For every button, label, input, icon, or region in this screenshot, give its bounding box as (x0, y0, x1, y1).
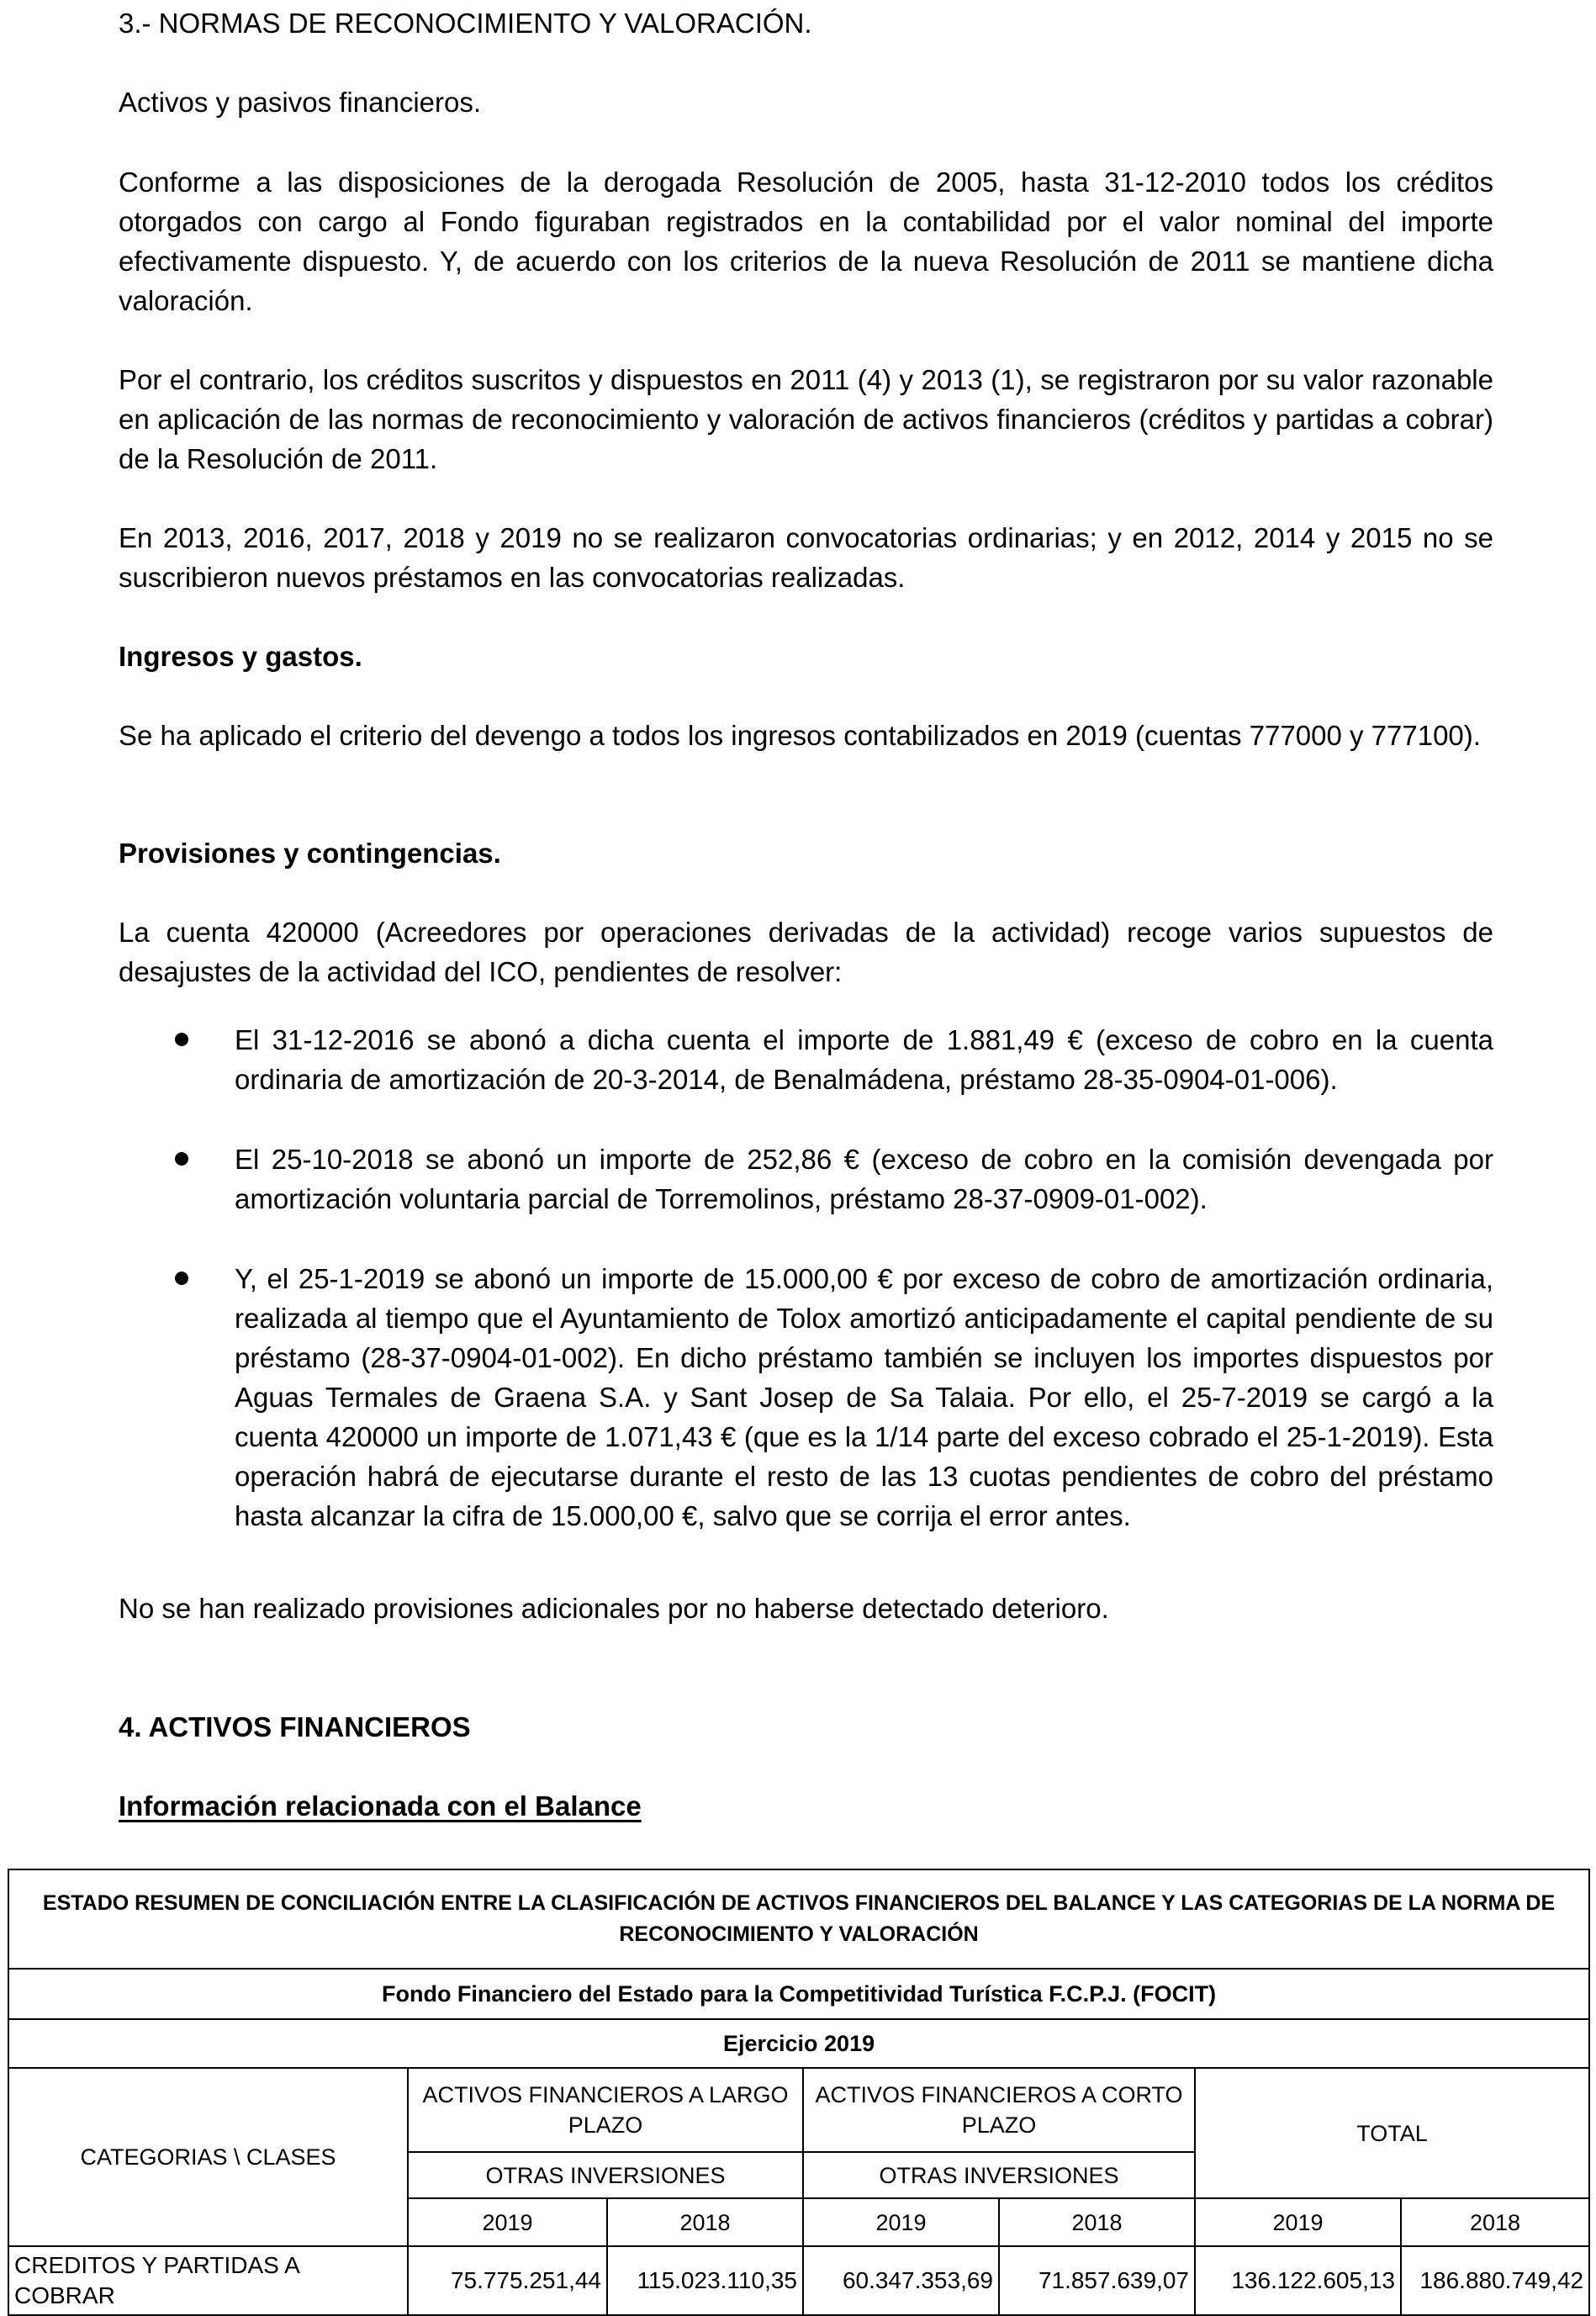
subheading-balance: Información relacionada con el Balance (119, 1790, 642, 1822)
col-header-largo-plazo: ACTIVOS FINANCIEROS A LARGO PLAZO (408, 2068, 803, 2152)
subheader-otras-inversiones-lp: OTRAS INVERSIONES (408, 2152, 803, 2198)
col-header-total: TOTAL (1195, 2068, 1589, 2198)
row-header-categorias: CATEGORIAS \ CLASES (8, 2068, 408, 2246)
paragraph-devengo: Se ha aplicado el criterio del devengo a todos los ingresos contabilizados en 2019 (cuentas 777000 y 777100). (119, 720, 1481, 751)
paragraph-creditos-2011-2013: Por el contrario, los créditos suscritos y dispuestos en 2011 (4) y 2013 (1), se registraron por su valor razonable en aplicación de las normas de reconocimiento y valoración de activos financieros (créditos y partidas a cobrar) de la Resolución de 2011. (119, 364, 1493, 474)
paragraph-valoracion-2005: Conforme a las disposiciones de la derogada Resolución de 2005, hasta 31-12-2010 todos los créditos otorgados con cargo al Fondo figuraban registrados en la contabilidad por el valor nominal del importe efectivamente dispuesto. Y, de acuerdo con los criterios de la nueva Resolución de 2011 se mantiene dicha valoración. (119, 167, 1493, 316)
bullet-marker (175, 1152, 188, 1166)
col-header-corto-plazo: ACTIVOS FINANCIEROS A CORTO PLAZO (803, 2068, 1195, 2152)
table-entity: Fondo Financiero del Estado para la Competitividad Turística F.C.P.J. (FOCIT) (8, 1969, 1589, 2019)
table-title: ESTADO RESUMEN DE CONCILIACIÓN ENTRE LA CLASIFICACIÓN DE ACTIVOS FINANCIEROS DEL BALANCE Y LAS CATEGORIAS DE LA NORMA DE RECONOCIMIENTO Y VALORACIÓN (8, 1869, 1589, 1969)
subheader-otras-inversiones-cp: OTRAS INVERSIONES (803, 2152, 1195, 2198)
bullet-item: Y, el 25-1-2019 se abonó un importe de 15.000,00 € por exceso de cobro de amortización ordinaria, realizada al tiempo que el Ayuntamiento de Tolox amortizó anticipadamente el capital pendiente de su préstamo (28-37-0904-01-002). En dicho préstamo también se incluyen los importes dispuestos por Aguas Termales de Graena S.A. y Sant Josep de Sa Talaia. Por ello, el 25-7-2019 se cargó a la cuenta 420000 un importe de 1.071,43 € (que es la 1/14 parte del exceso cobrado el 25-1-2019). Esta operación habrá de ejecutarse durante el resto de las 13 cuotas pendientes de cobro del préstamo hasta alcanzar la cifra de 15.000,00 €, salvo que se corrija el error antes. (235, 1263, 1493, 1531)
table-cell: 186.880.749,42 (1401, 2246, 1589, 2315)
table-cell: 115.023.110,35 (607, 2246, 803, 2315)
row-label: CREDITOS Y PARTIDAS A COBRAR (8, 2246, 408, 2315)
bullet-item: El 31-12-2016 se abonó a dicha cuenta el importe de 1.881,49 € (exceso de cobro en la cuenta ordinaria de amortización de 20-3-2014, de Benalmádena, préstamo 28-35-0904-01-006). (235, 1024, 1493, 1095)
year-header: 2019 (408, 2198, 607, 2246)
table-cell: 71.857.639,07 (999, 2246, 1195, 2315)
table-row (8, 2246, 1589, 2315)
paragraph-convocatorias: En 2013, 2016, 2017, 2018 y 2019 no se realizaron convocatorias ordinarias; y en 2012, 2014 y 2015 no se suscribieron nuevos préstamos en las convocatorias realizadas. (119, 522, 1493, 593)
paragraph-sin-provisiones: No se han realizado provisiones adicionales por no haberse detectado deterioro. (119, 1593, 1109, 1624)
year-header: 2019 (803, 2198, 999, 2246)
table-cell: 75.775.251,44 (408, 2246, 607, 2315)
year-header: 2018 (607, 2198, 803, 2246)
year-header: 2018 (999, 2198, 1195, 2246)
table-exercise: Ejercicio 2019 (8, 2019, 1589, 2068)
paragraph-cuenta-420000: La cuenta 420000 (Acreedores por operaciones derivadas de la actividad) recoge varios supuestos de desajustes de la actividad del ICO, pendientes de resolver: (119, 917, 1493, 987)
table-cell: 136.122.605,13 (1195, 2246, 1401, 2315)
bullet-item: El 25-10-2018 se abonó un importe de 252,86 € (exceso de cobro en la comisión devengada por amortización voluntaria parcial de Torremolinos, préstamo 28-37-0909-01-002). (235, 1144, 1493, 1214)
table-cell: 60.347.353,69 (803, 2246, 999, 2315)
section-4-title: 4. ACTIVOS FINANCIEROS (119, 1711, 471, 1742)
subheading-ingresos-gastos: Ingresos y gastos. (119, 641, 362, 672)
subheading-provisiones: Provisiones y contingencias. (119, 838, 501, 869)
bullet-marker (175, 1272, 188, 1285)
bullet-marker (175, 1033, 188, 1046)
subheading-activos-pasivos: Activos y pasivos financieros. (119, 87, 482, 118)
conciliation-table (8, 1869, 1590, 2316)
year-header: 2019 (1195, 2198, 1401, 2246)
section-3-title: 3.- NORMAS DE RECONOCIMIENTO Y VALORACIÓN. (119, 8, 812, 39)
year-header: 2018 (1401, 2198, 1589, 2246)
